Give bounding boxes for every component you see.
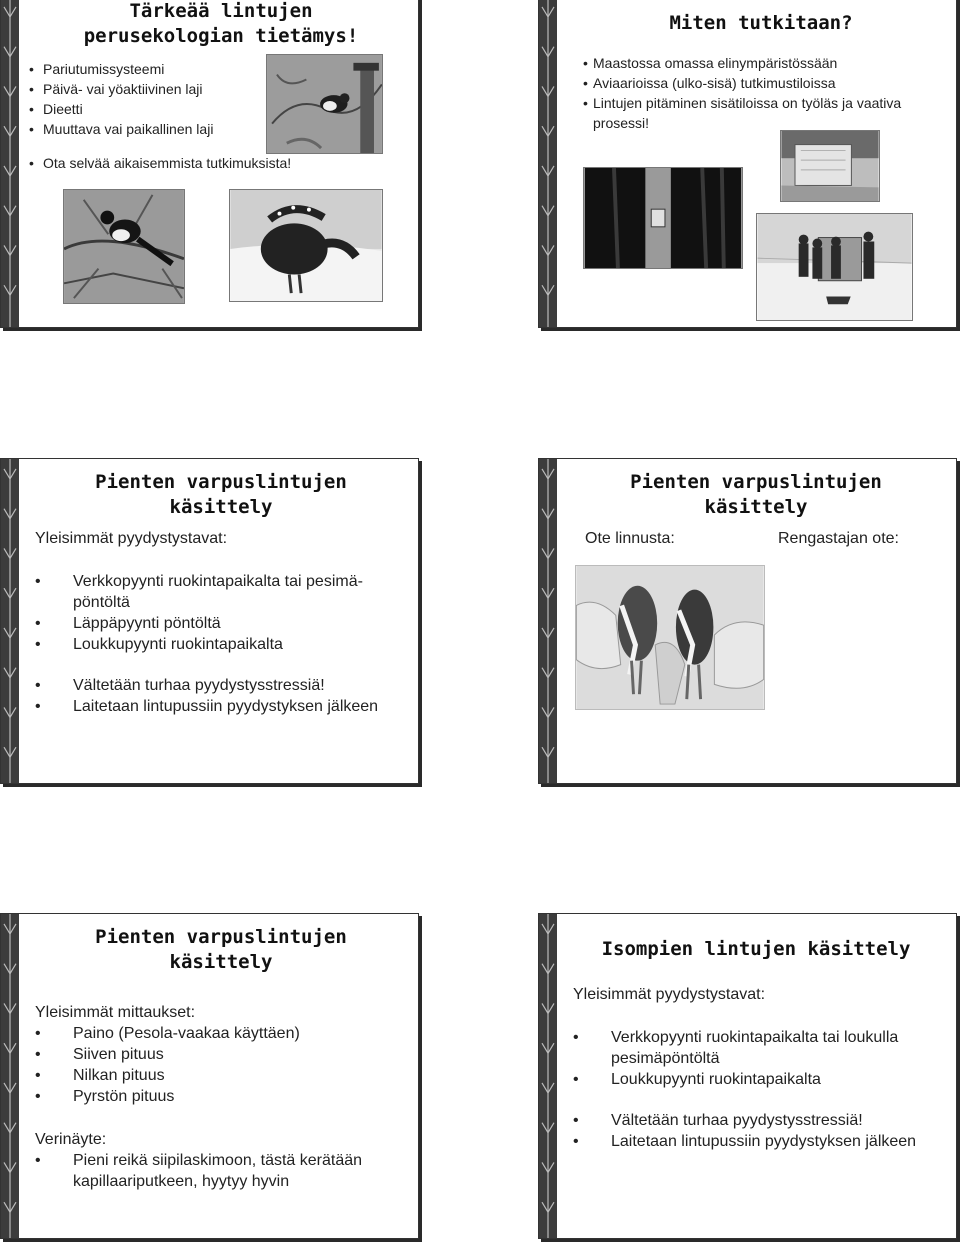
- aviary-photo: [780, 130, 880, 202]
- list-item: • Siiven pituus: [35, 1044, 415, 1065]
- slide-title: Tärkeää lintujen perusekologian tietämys!: [83, 0, 359, 47]
- tree-nestbox-photo: [583, 167, 743, 269]
- slide-decoration: [539, 914, 557, 1238]
- black-grouse-photo: [229, 189, 383, 302]
- list-item: • Päivä- vai yöaktiivinen laji: [29, 79, 259, 99]
- list-item: • Maastossa omassa elinympäristössään: [583, 53, 953, 73]
- list-item: • Paino (Pesola-vaakaa käyttäen): [35, 1023, 415, 1044]
- slide-decoration: [539, 0, 557, 327]
- slide-body: [35, 1002, 415, 1192]
- list-item: • Pyrstön pituus: [35, 1086, 415, 1107]
- list-item: • Loukkupyynti ruokintapaikalta: [573, 1069, 953, 1090]
- slide-title: Miten tutkitaan?: [669, 12, 853, 34]
- slide-title: Isompien lintujen käsittely: [601, 938, 911, 960]
- slide-small-passerines-measurements: [0, 913, 419, 1239]
- list-item: • Laitetaan lintupussiin pyydystyksen jälkeen: [35, 696, 415, 717]
- slide-small-passerines-capture: [0, 458, 419, 784]
- slide-body: [573, 984, 953, 1152]
- list-item: • Verkkopyynti ruokintapaikalta tai loukulla pesimäpöntöltä: [573, 1027, 941, 1069]
- slide-intro: Yleisimmät pyydystystavat:: [573, 986, 766, 1003]
- list-item: • Nilkan pituus: [35, 1065, 415, 1086]
- slide-decoration: [1, 459, 19, 783]
- list-item: • Loukkupyynti ruokintapaikalta: [35, 634, 415, 655]
- slide-small-passerines-handling: [538, 458, 957, 784]
- slide-intro: Yleisimmät pyydystystavat:: [35, 530, 228, 547]
- field-researchers-photo: [756, 213, 913, 321]
- slide-intro: Yleisimmät mittaukset:: [35, 1004, 196, 1021]
- list-item: • Laitetaan lintupussiin pyydystyksen jälkeen: [573, 1131, 953, 1152]
- slide-body: [583, 53, 953, 133]
- slide-intro-blood: Verinäyte:: [35, 1131, 107, 1148]
- slide-ecology-knowledge: [0, 0, 419, 328]
- bird-photo: [266, 54, 383, 154]
- list-item: • Verkkopyynti ruokintapaikalta tai pesimä-pöntöltä: [35, 571, 393, 613]
- grip-label-left: Ote linnusta:: [585, 530, 675, 547]
- list-item: • Läppäpyynti pöntöltä: [35, 613, 415, 634]
- slide-larger-birds-handling: [538, 913, 957, 1239]
- list-item: • Pieni reikä siipilaskimoon, tästä kerätään kapillaariputkeen, hyytyy hyvin: [35, 1150, 393, 1192]
- list-item: • Muuttava vai paikallinen laji: [29, 119, 259, 139]
- slide-body: [29, 59, 292, 173]
- list-item: • Aviaarioissa (ulko-sisä) tutkimustiloissa: [583, 73, 953, 93]
- held-birds-photo: [575, 565, 765, 710]
- list-item: • Ota selvää aikaisemmista tutkimuksista!: [29, 153, 259, 173]
- list-item: • Vältetään turhaa pyydystysstressiä!: [35, 675, 415, 696]
- list-item: • Lintujen pitäminen sisätiloissa on työläs ja vaativa prosessi!: [583, 93, 953, 133]
- list-item: • Vältetään turhaa pyydystysstressiä!: [573, 1110, 953, 1131]
- grip-label-right: Rengastajan ote:: [778, 530, 899, 547]
- slide-title: Pienten varpuslintujen käsittely: [630, 471, 882, 518]
- slide-decoration: [1, 0, 19, 327]
- slide-title: Pienten varpuslintujen käsittely: [95, 926, 347, 973]
- slide-title: Pienten varpuslintujen käsittely: [95, 471, 347, 518]
- list-item: • Pariutumissysteemi: [29, 59, 259, 79]
- slide-decoration: [1, 914, 19, 1238]
- slide-body: [35, 528, 415, 717]
- magpie-photo: [63, 189, 185, 304]
- list-item: • Dieetti: [29, 99, 259, 119]
- slide-decoration: [539, 459, 557, 783]
- slide-how-to-study: [538, 0, 957, 328]
